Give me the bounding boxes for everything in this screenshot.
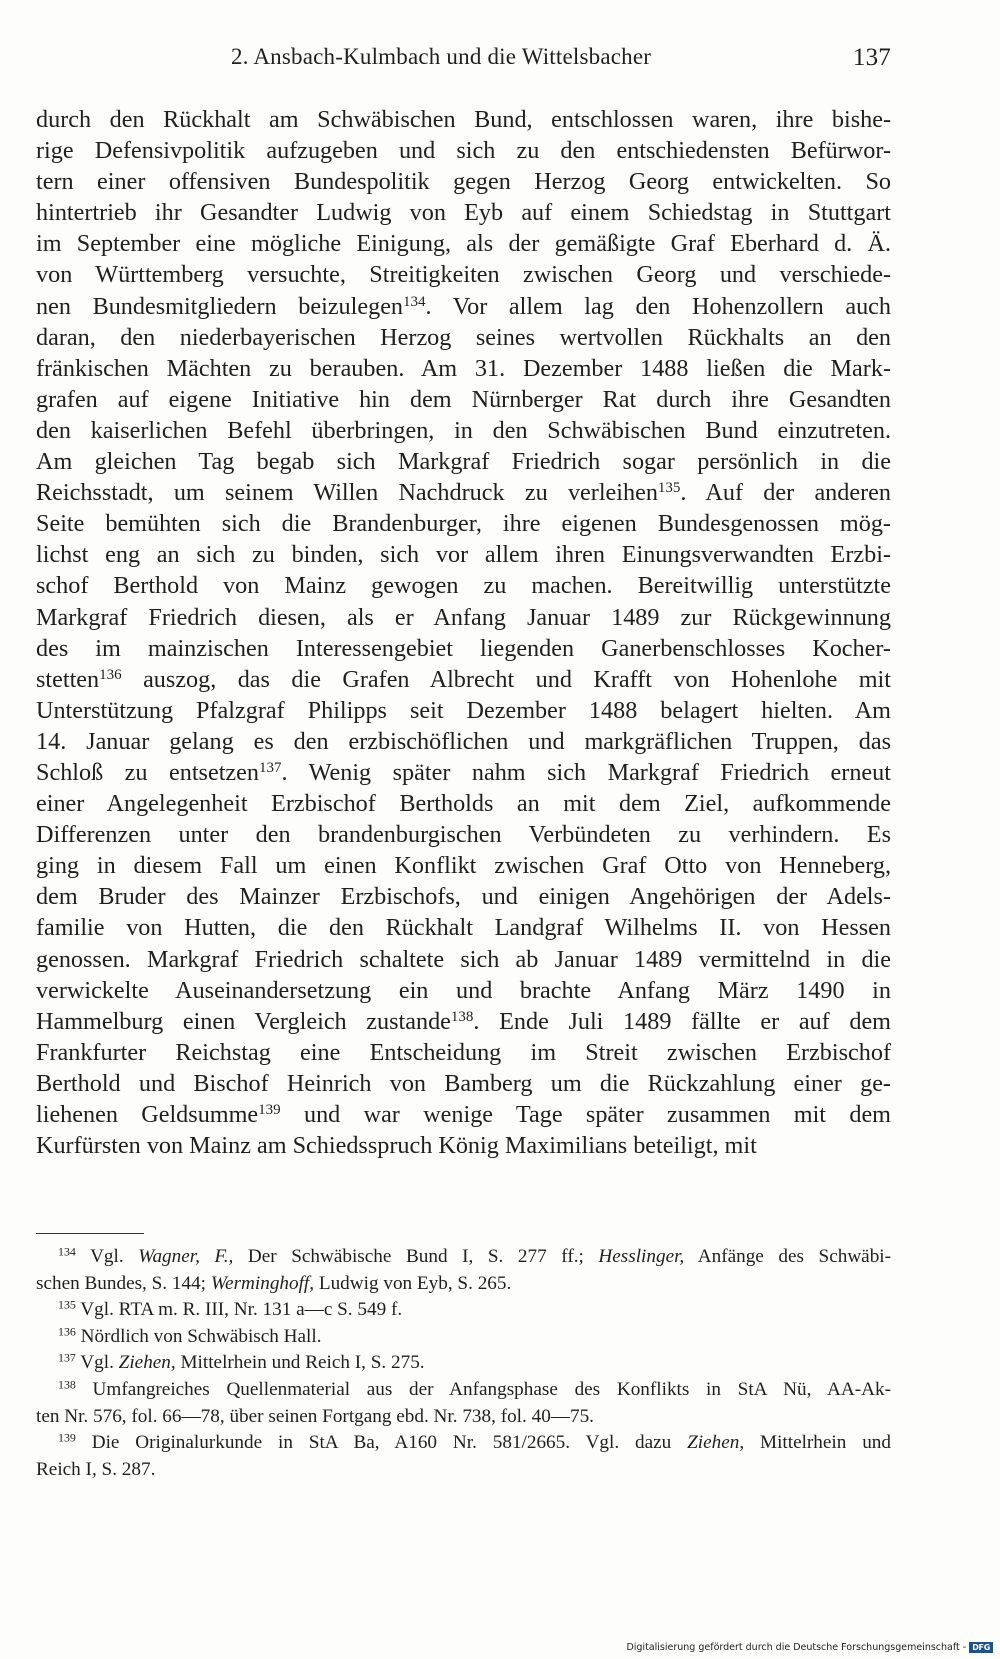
footnote-text: Mittelrhein und bbox=[744, 1432, 891, 1454]
body-text-segment: und war wenige Tage später zusammen mit dem bbox=[280, 1101, 891, 1128]
footnote-text: Die Originalurkunde in StA Ba, A160 Nr. 581/2665. Vgl. dazu bbox=[75, 1432, 688, 1454]
footnote-number: 134 bbox=[58, 1244, 76, 1259]
body-text-segment: auszog, das die Grafen Albrecht und Krafft von Hohenlohe mit bbox=[121, 665, 891, 693]
body-line bbox=[36, 1130, 891, 1161]
body-line bbox=[36, 508, 891, 539]
footnote-number: 135 bbox=[58, 1297, 76, 1312]
footnote-author: Ziehen, bbox=[118, 1352, 176, 1374]
body-text-segment: den kaiserlichen Befehl überbringen, in den Schwäbischen Bund einzutreten. bbox=[36, 416, 891, 444]
footnote-reference: 135 bbox=[657, 479, 681, 496]
footnote-138 bbox=[36, 1377, 891, 1404]
body-line bbox=[36, 477, 891, 508]
footnote-139 bbox=[36, 1430, 891, 1457]
footnote-text: Vgl. bbox=[75, 1352, 119, 1374]
body-line bbox=[36, 944, 891, 975]
body-line bbox=[36, 819, 891, 850]
footnote-text: schen Bundes, S. 144; bbox=[36, 1272, 211, 1294]
footnote-135 bbox=[36, 1297, 891, 1324]
body-text-segment: . Ende Juli 1489 fällte er auf dem bbox=[473, 1007, 891, 1035]
body-text-segment: . Wenig später nahm sich Markgraf Friedrich erneut bbox=[281, 758, 891, 786]
footnote-134 bbox=[36, 1244, 891, 1271]
body-line bbox=[36, 1099, 891, 1130]
footnote-number: 137 bbox=[58, 1350, 76, 1365]
dfg-logo: DFG bbox=[969, 1642, 993, 1653]
body-text-segment: einer Angelegenheit Erzbischof Bertholds an mit dem Ziel, aufkommende bbox=[36, 790, 891, 818]
footnote-reference: 138 bbox=[450, 1008, 474, 1025]
footnote-text: Anfänge des Schwäbi- bbox=[684, 1246, 892, 1267]
footnote-text: Reich I, S. 287. bbox=[36, 1458, 156, 1480]
body-text-segment: genossen. Markgraf Friedrich schaltete sich ab Januar 1489 vermittelnd in die bbox=[36, 945, 891, 973]
footnote-number: 138 bbox=[58, 1377, 76, 1392]
body-text-segment: Seite bemühten sich die Brandenburger, ihre eigenen Bundesgenossen mög- bbox=[36, 510, 891, 538]
body-line bbox=[36, 104, 891, 135]
body-text-segment: fränkischen Mächten zu berauben. Am 31. Dezember 1488 ließen die Mark- bbox=[36, 354, 891, 382]
footnote-text: ten Nr. 576, fol. 66—78, über seinen Fortgang ebd. Nr. 738, fol. 40—75. bbox=[36, 1405, 594, 1427]
body-text-segment: stetten bbox=[36, 665, 100, 693]
body-line bbox=[36, 912, 891, 943]
body-text-segment: von Württemberg versuchte, Streitigkeiten zwischen Georg und verschiede- bbox=[36, 261, 891, 289]
body-line bbox=[36, 602, 891, 633]
body-text-segment: des im mainzischen Interessengebiet liegenden Ganerbenschlosses Kocher- bbox=[36, 634, 891, 662]
body-text-segment: Berthold und Bischof Heinrich von Bamberg um die Rückzahlung einer ge- bbox=[36, 1069, 891, 1097]
footnote-author: Hesslinger, bbox=[598, 1246, 685, 1267]
body-text-segment: tern einer offensiven Bundespolitik gegen Herzog Georg entwickelten. So bbox=[36, 168, 891, 196]
body-text-segment: Hammelburg einen Vergleich zustande bbox=[36, 1007, 451, 1035]
footnote-138-continued bbox=[36, 1404, 891, 1431]
body-text-segment: lichst eng an sich zu binden, sich vor allem ihren Einungsverwandten Erzbi- bbox=[36, 541, 891, 569]
footnote-134-continued bbox=[36, 1271, 891, 1298]
body-text-segment: Schloß zu entsetzen bbox=[36, 758, 259, 786]
body-line bbox=[36, 228, 891, 259]
footnote-author: Wagner, F., bbox=[138, 1246, 234, 1267]
body-text-segment: schof Berthold von Mainz gewogen zu machen. Bereitwillig unterstützte bbox=[36, 572, 891, 600]
footnote-separator bbox=[36, 1233, 144, 1234]
body-line bbox=[36, 664, 891, 695]
body-line bbox=[36, 695, 891, 726]
body-line bbox=[36, 353, 891, 384]
footnote-text: Der Schwäbische Bund I, S. 277 ff.; bbox=[233, 1246, 599, 1267]
credit-text: Digitalisierung gefördert durch die Deutsche Forschungsgemeinschaft - bbox=[626, 1642, 967, 1653]
body-text bbox=[36, 104, 891, 1161]
body-line bbox=[36, 975, 891, 1006]
footnote-137 bbox=[36, 1350, 891, 1377]
body-line bbox=[36, 135, 891, 166]
body-line bbox=[36, 570, 891, 601]
footnotes bbox=[36, 1244, 891, 1483]
body-text-segment: durch den Rückhalt am Schwäbischen Bund, entschlossen waren, ihre bishe- bbox=[36, 106, 891, 133]
body-line bbox=[36, 259, 891, 290]
footnote-text: Mittelrhein und Reich I, S. 275. bbox=[175, 1352, 425, 1374]
body-text-segment: dem Bruder des Mainzer Erzbischofs, und einigen Angehörigen der Adels- bbox=[36, 883, 891, 911]
body-line bbox=[36, 166, 891, 197]
body-line bbox=[36, 850, 891, 881]
body-text-segment: grafen auf eigene Initiative hin dem Nürnberger Rat durch ihre Gesandten bbox=[36, 385, 891, 413]
footnote-text: Umfangreiches Quellenmaterial aus der Anfangsphase des Konflikts in StA Nü, AA-Ak- bbox=[75, 1378, 891, 1400]
body-line bbox=[36, 1037, 891, 1068]
body-text-segment: liehenen Geldsumme bbox=[36, 1101, 259, 1128]
body-text-segment: nen Bundesmitgliedern beizulegen bbox=[36, 292, 404, 320]
body-line bbox=[36, 197, 891, 228]
body-text-segment: Reichsstadt, um seinem Willen Nachdruck zu verleihen bbox=[36, 479, 658, 507]
body-text-segment: 14. Januar gelang es den erzbischöflichen und markgräflichen Truppen, das bbox=[36, 727, 891, 755]
footnote-number: 139 bbox=[58, 1430, 76, 1445]
body-text-segment: familie von Hutten, die den Rückhalt Landgraf Wilhelms II. von Hessen bbox=[36, 914, 891, 942]
body-text-segment: . Auf der anderen bbox=[680, 479, 891, 507]
body-line bbox=[36, 322, 891, 353]
body-text-segment: . Vor allem lag den Hohenzollern auch bbox=[425, 292, 891, 320]
footnote-text: Ludwig von Eyb, S. 265. bbox=[314, 1272, 512, 1294]
footnote-reference: 139 bbox=[258, 1101, 281, 1118]
digitization-credit bbox=[626, 1642, 993, 1653]
body-line bbox=[36, 1006, 891, 1037]
body-text-segment: Markgraf Friedrich diesen, als er Anfang Januar 1489 zur Rückgewinnung bbox=[36, 603, 891, 631]
page-number: 137 bbox=[852, 44, 891, 71]
running-title: 2. Ansbach-Kulmbach und die Wittelsbacher bbox=[231, 44, 652, 69]
body-text-segment: im September eine mögliche Einigung, als der gemäßigte Graf Eberhard d. Ä. bbox=[36, 230, 891, 258]
footnote-reference: 137 bbox=[259, 759, 282, 776]
body-line bbox=[36, 539, 891, 570]
footnote-139-continued bbox=[36, 1457, 891, 1484]
body-line bbox=[36, 881, 891, 912]
body-text-segment: hintertrieb ihr Gesandter Ludwig von Eyb auf einem Schiedstag in Stuttgart bbox=[36, 199, 891, 227]
body-line bbox=[36, 757, 891, 788]
body-text-segment: Frankfurter Reichstag eine Entscheidung im Streit zwischen Erzbischof bbox=[36, 1038, 891, 1066]
footnote-136 bbox=[36, 1324, 891, 1351]
body-line bbox=[36, 415, 891, 446]
body-line bbox=[36, 446, 891, 477]
body-text-segment: ging in diesem Fall um einen Konflikt zwischen Graf Otto von Henneberg, bbox=[36, 852, 891, 880]
footnote-reference: 134 bbox=[403, 293, 426, 310]
body-text-segment: Am gleichen Tag begab sich Markgraf Friedrich sogar persönlich in die bbox=[36, 448, 891, 476]
footnote-author: Werminghoff, bbox=[210, 1272, 315, 1294]
body-line bbox=[36, 384, 891, 415]
body-text-segment: Kurfürsten von Mainz am Schiedsspruch König Maximilians beteiligt, mit bbox=[36, 1132, 757, 1160]
footnote-text: Nördlich von Schwäbisch Hall. bbox=[75, 1325, 322, 1347]
body-text-segment: Differenzen unter den brandenburgischen Verbündeten zu verhindern. Es bbox=[36, 821, 891, 849]
running-header bbox=[36, 44, 891, 78]
body-text-segment: Unterstützung Pfalzgraf Philipps seit Dezember 1488 belagert hielten. Am bbox=[36, 696, 891, 724]
body-line bbox=[36, 788, 891, 819]
body-line bbox=[36, 291, 891, 322]
body-text-segment: daran, den niederbayerischen Herzog seines wertvollen Rückhalts an den bbox=[36, 323, 891, 351]
body-line bbox=[36, 633, 891, 664]
footnote-reference: 136 bbox=[99, 666, 122, 683]
body-line bbox=[36, 1068, 891, 1099]
body-line bbox=[36, 726, 891, 757]
footnote-number: 136 bbox=[58, 1324, 76, 1339]
body-text-segment: rige Defensivpolitik aufzugeben und sich zu den entschiedensten Befürwor- bbox=[36, 137, 891, 165]
body-text-segment: verwickelte Auseinandersetzung ein und brachte Anfang März 1490 in bbox=[36, 976, 891, 1004]
footnote-author: Ziehen, bbox=[687, 1432, 745, 1454]
footnote-text: Vgl. bbox=[75, 1246, 139, 1267]
footnote-text: Vgl. RTA m. R. III, Nr. 131 a—c S. 549 f. bbox=[75, 1299, 403, 1321]
